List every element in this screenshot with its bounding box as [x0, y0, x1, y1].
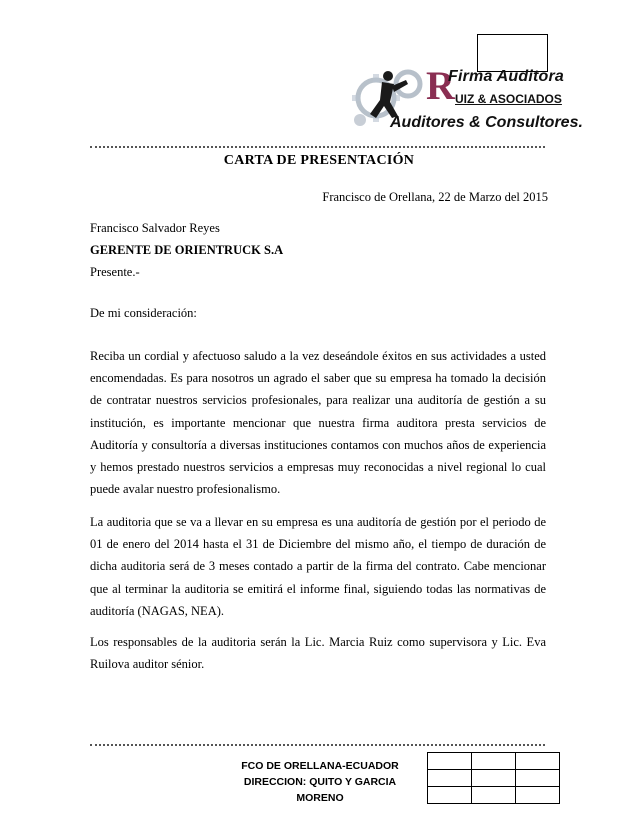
recipient-name: Francisco Salvador Reyes: [90, 221, 220, 235]
letter-title: CARTA DE PRESENTACIÓN: [223, 153, 415, 168]
recipient-title: GERENTE DE ORIENTRUCK S.A: [90, 243, 284, 257]
brand-initial: R: [426, 63, 455, 108]
brand-tagline: Auditores & Consultores.: [390, 114, 583, 131]
footer-address: DIRECCION: QUITO Y GARCIA MORENO: [243, 776, 397, 804]
footer-divider: [90, 744, 545, 746]
paragraph-3: Los responsables de la auditoria serán la Lic. Marcia Ruiz como supervisora y Lic. Eva Ruilova auditor sénior.: [90, 635, 546, 672]
paragraph-1: Reciba un cordial y afectuoso saludo a la vez deseándole éxitos en sus actividades a usted encomendadas. Es para nosotros un agrado el saber que su empresa ha tomado la decisión de contratar nuestros servicios profesionales, para realizar una auditoría de gestión a su institución, es importante mencionar que nuestra firma auditora presta servicios de Auditoría y consultoría a diversas instituciones contamos con muchos años de experiencia y hemos prestado nuestros servicios a empresas muy reconocidas a nivel regional lo cual puede avalar nuestro profesionalismo.: [90, 349, 546, 497]
paragraph-2: La auditoria que se va a llevar en su empresa es una auditoría de gestión por el periodo de 01 de enero del 2014 hasta el 31 de Diciembre del mismo año, el tiempo de duración de dicha auditoria será de 3 meses contado a partir de la firma del contrato. Cabe mencionar que al terminar la auditoria se emitirá el informe final, siguiendo todas las normativas de auditoría (NAGAS, NEA).: [90, 515, 546, 618]
header-divider: [90, 146, 545, 148]
footer-location: FCO DE ORELLANA-ECUADOR: [241, 760, 399, 772]
stamp-box: [477, 34, 548, 72]
brand-subtitle: UIZ & ASOCIADOS: [455, 92, 562, 106]
footer-grid: [427, 752, 560, 804]
greeting: De mi consideración:: [90, 306, 197, 320]
brand-name: Firma Auditora: [448, 68, 564, 85]
presente-line: Presente.-: [90, 265, 140, 279]
letter-date: Francisco de Orellana, 22 de Marzo del 2015: [322, 190, 548, 204]
